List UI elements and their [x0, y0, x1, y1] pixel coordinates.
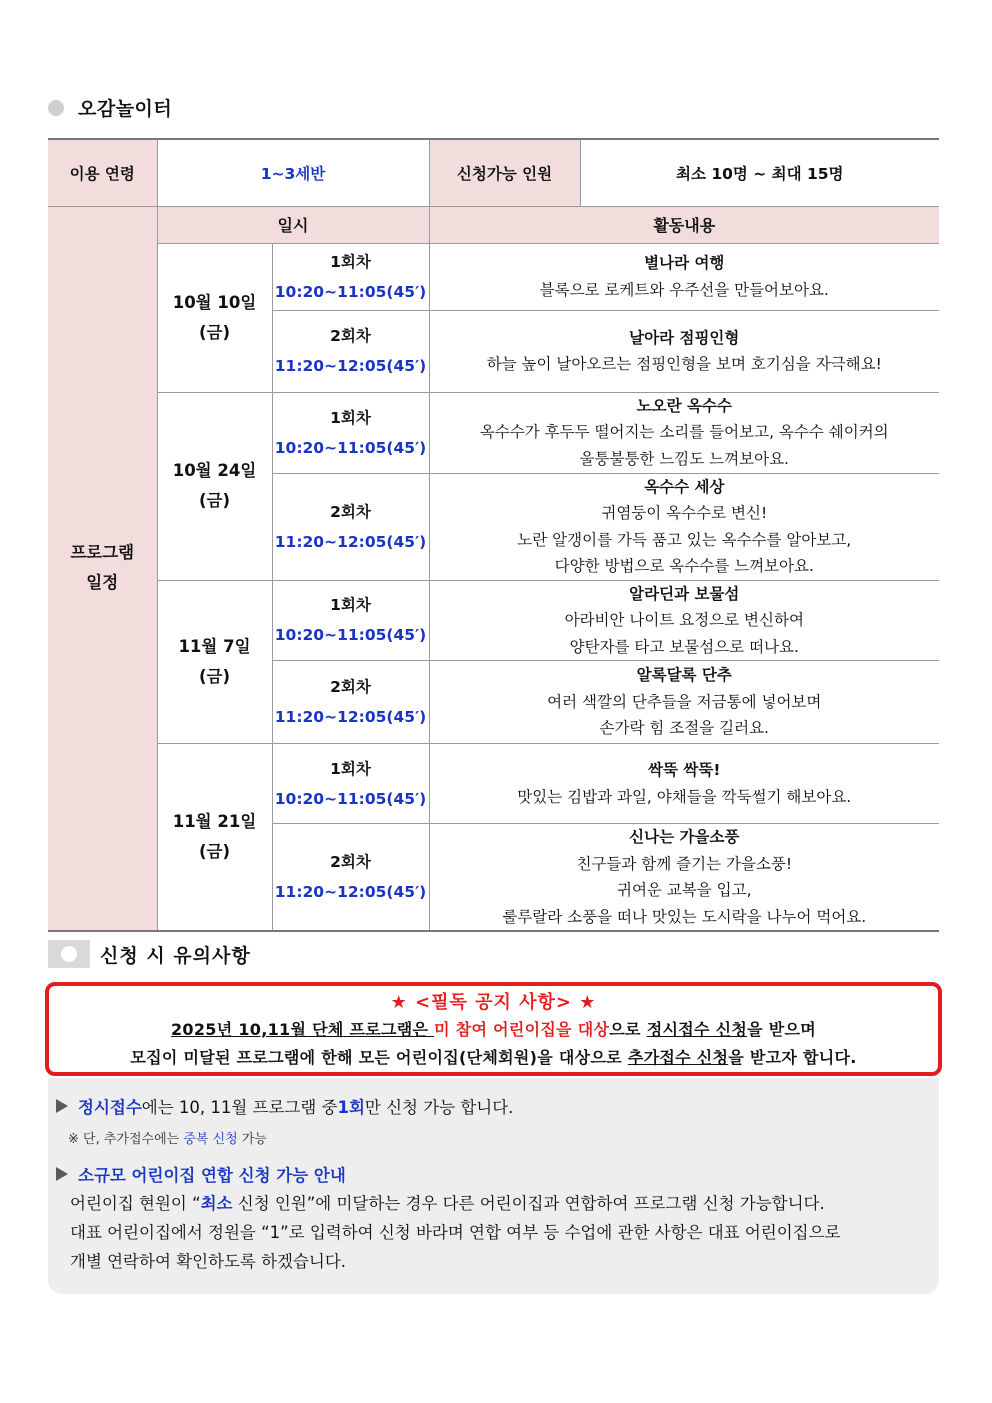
program-label-line2: 일정 — [86, 573, 119, 593]
activity-desc: 하늘 높이 날아오르는 점핑인형을 보며 호기심을 자극해요! — [486, 355, 882, 373]
program-label-line1: 프로그램 — [70, 543, 135, 563]
notice-highlight: 미 참여 어린이집을 대상 — [434, 1020, 610, 1039]
date-text: 11월 7일 — [178, 636, 251, 656]
activity-desc: 아라비안 나이트 요정으로 변신하여 — [564, 611, 804, 629]
day-text: (금) — [198, 842, 231, 861]
schedule-table — [48, 138, 939, 932]
activity-desc: 귀여운 교복을 입고, — [616, 881, 752, 899]
column-activity-header: 활동내용 — [429, 206, 939, 243]
info-text: ※ 단, 추가접수에는 — [68, 1132, 184, 1147]
table-row — [48, 392, 939, 473]
program-label — [48, 206, 157, 931]
notice-text: 정시접수 신청 — [646, 1020, 748, 1039]
activity-desc: 룰루랄라 소풍을 떠나 맛있는 도시락을 나누어 먹어요. — [502, 907, 867, 926]
activity-cell — [429, 310, 939, 392]
section-header-playground — [48, 94, 172, 121]
activity-desc: 블록으로 로케트와 우주선을 만들어보아요. — [539, 280, 829, 299]
info-highlight: 1회 — [337, 1098, 365, 1117]
activity-desc: 손가락 힘 조절을 길러요. — [599, 719, 769, 738]
round-label: 1회차 — [330, 759, 371, 778]
info-bullet-1 — [56, 1094, 513, 1118]
notice-text: 으로 — [609, 1020, 647, 1039]
session-time: 11:20~12:05(45′) — [274, 357, 427, 375]
notice-text: 추가접수 신청 — [627, 1048, 729, 1067]
session-time: 11:20~12:05(45′) — [274, 708, 427, 726]
date-text: 11월 21일 — [172, 812, 257, 831]
info-text: 신청 인원”에 미달하는 경우 다른 어린이집과 연합하여 프로그램 신청 가능합니다. — [232, 1194, 825, 1213]
table-row — [48, 243, 939, 310]
notice-line-1 — [49, 1016, 938, 1044]
activity-desc: 여러 색깔의 단추들을 저금통에 넣어보며 — [547, 692, 822, 711]
day-text: (금) — [198, 491, 231, 510]
session-time: 11:20~12:05(45′) — [274, 532, 427, 551]
info-highlight: 정시접수 — [78, 1098, 142, 1117]
notice-text: 을 받고자 합니다. — [728, 1048, 857, 1067]
section-header-notes — [48, 940, 251, 968]
activity-desc: 다양한 방법으로 옥수수를 느껴보아요. — [554, 557, 814, 575]
activity-desc: 울퉁불퉁한 느낌도 느껴보아요. — [579, 449, 789, 468]
session-cell — [272, 473, 429, 580]
section-title: 오감놀이터 — [78, 98, 173, 120]
column-header-row — [48, 206, 939, 243]
session-cell — [272, 580, 429, 661]
activity-desc: 맛있는 김밥과 과일, 야채들을 깍둑썰기 해보아요. — [517, 787, 852, 806]
paragraph-line: 대표 어린이집에서 정원을 “1”로 입력하여 신청 바라며 연합 여부 등 수업에 관한 사항은 대표 어린이집으로 — [70, 1223, 841, 1242]
notice-text: 2025년 10,11월 단체 프로그램은 — [170, 1020, 435, 1039]
activity-cell — [429, 661, 939, 744]
info-text: 만 신청 가능 합니다. — [364, 1098, 514, 1117]
column-date-header: 일시 — [157, 206, 429, 243]
activity-desc: 귀염둥이 옥수수로 변신! — [601, 504, 768, 522]
notice-text: 모집이 미달된 프로그램에 한해 모든 어린이집(단체회원)을 대상으로 — [130, 1048, 628, 1067]
info-text: 가능 — [237, 1132, 267, 1147]
info-paragraph — [70, 1189, 930, 1276]
activity-desc: 양탄자를 타고 보물섬으로 떠나요. — [569, 637, 799, 656]
table-row — [48, 580, 939, 661]
notice-text: 을 받으며 — [747, 1020, 817, 1039]
day-text: (금) — [198, 666, 231, 686]
triangle-bullet-icon — [56, 1167, 68, 1181]
table-row — [48, 744, 939, 824]
activity-title: 알라딘과 보물섬 — [629, 584, 740, 603]
date-text: 10월 10일 — [172, 292, 257, 312]
info-bullet-2 — [56, 1162, 346, 1186]
date-cell — [157, 243, 272, 392]
session-cell — [272, 392, 429, 473]
paragraph-line — [70, 1189, 930, 1218]
activity-cell — [429, 744, 939, 824]
day-text: (금) — [198, 322, 231, 342]
paragraph-line: 개별 연락하여 확인하도록 하겠습니다. — [70, 1252, 347, 1271]
section-title: 신청 시 유의사항 — [100, 944, 251, 967]
age-value: 1~3세반 — [157, 139, 429, 206]
activity-title: 알록달록 단추 — [636, 666, 732, 685]
activity-desc: 노란 알갱이를 가득 품고 있는 옥수수를 알아보고, — [517, 530, 852, 549]
triangle-bullet-icon — [56, 1099, 68, 1113]
session-cell — [272, 744, 429, 824]
session-cell — [272, 824, 429, 932]
capacity-label: 신청가능 인원 — [429, 139, 580, 206]
date-cell — [157, 392, 272, 580]
round-label: 2회차 — [330, 502, 371, 521]
header-row — [48, 139, 939, 206]
bullet-circle-icon — [48, 100, 64, 116]
date-cell — [157, 580, 272, 744]
activity-title: 신나는 가을소풍 — [629, 828, 740, 846]
session-time: 10:20~11:05(45′) — [274, 789, 427, 808]
capacity-value: 최소 10명 ~ 최대 15명 — [580, 139, 939, 206]
age-label: 이용 연령 — [48, 139, 157, 206]
activity-cell — [429, 243, 939, 310]
activity-title: 노오란 옥수수 — [636, 396, 732, 415]
info-text: 어린이집 현원이 “ — [70, 1194, 201, 1213]
activity-title: 별나라 여행 — [644, 254, 725, 272]
round-label: 2회차 — [330, 327, 371, 345]
activity-cell — [429, 580, 939, 661]
round-label: 1회차 — [330, 596, 371, 615]
session-time: 10:20~11:05(45′) — [274, 282, 427, 301]
session-time: 11:20~12:05(45′) — [274, 883, 427, 901]
session-time: 10:20~11:05(45′) — [274, 626, 427, 645]
activity-title: 싹뚝 싹뚝! — [648, 761, 721, 779]
info-highlight: 중복 신청 — [183, 1132, 238, 1147]
activity-title: 옥수수 세상 — [644, 477, 725, 496]
session-cell — [272, 310, 429, 392]
activity-cell — [429, 392, 939, 473]
notice-title: ★ <필독 공지 사항> ★ — [390, 992, 597, 1013]
session-cell — [272, 243, 429, 310]
round-label: 2회차 — [330, 853, 371, 871]
activity-desc: 옥수수가 후두두 떨어지는 소리를 들어보고, 옥수수 쉐이커의 — [479, 423, 889, 442]
session-cell — [272, 661, 429, 744]
date-text: 10월 24일 — [172, 461, 257, 480]
activity-title: 날아라 점핑인형 — [629, 328, 740, 347]
activity-desc: 친구들과 함께 즐기는 가을소풍! — [576, 854, 793, 873]
info-text: 에는 10, 11월 프로그램 중 — [141, 1098, 338, 1117]
session-time: 10:20~11:05(45′) — [274, 438, 427, 457]
round-label: 1회차 — [330, 408, 371, 427]
round-label: 1회차 — [330, 252, 371, 271]
notice-box — [45, 982, 942, 1076]
activity-cell — [429, 824, 939, 932]
bullet-box-icon — [48, 940, 90, 968]
info-highlight: 최소 — [200, 1194, 233, 1213]
notice-line-2 — [49, 1044, 938, 1072]
info-panel — [48, 1078, 939, 1294]
date-cell — [157, 744, 272, 932]
info-heading: 소규모 어린이집 연합 신청 가능 안내 — [78, 1166, 346, 1185]
round-label: 2회차 — [330, 678, 371, 696]
info-note — [68, 1128, 267, 1147]
activity-cell — [429, 473, 939, 580]
